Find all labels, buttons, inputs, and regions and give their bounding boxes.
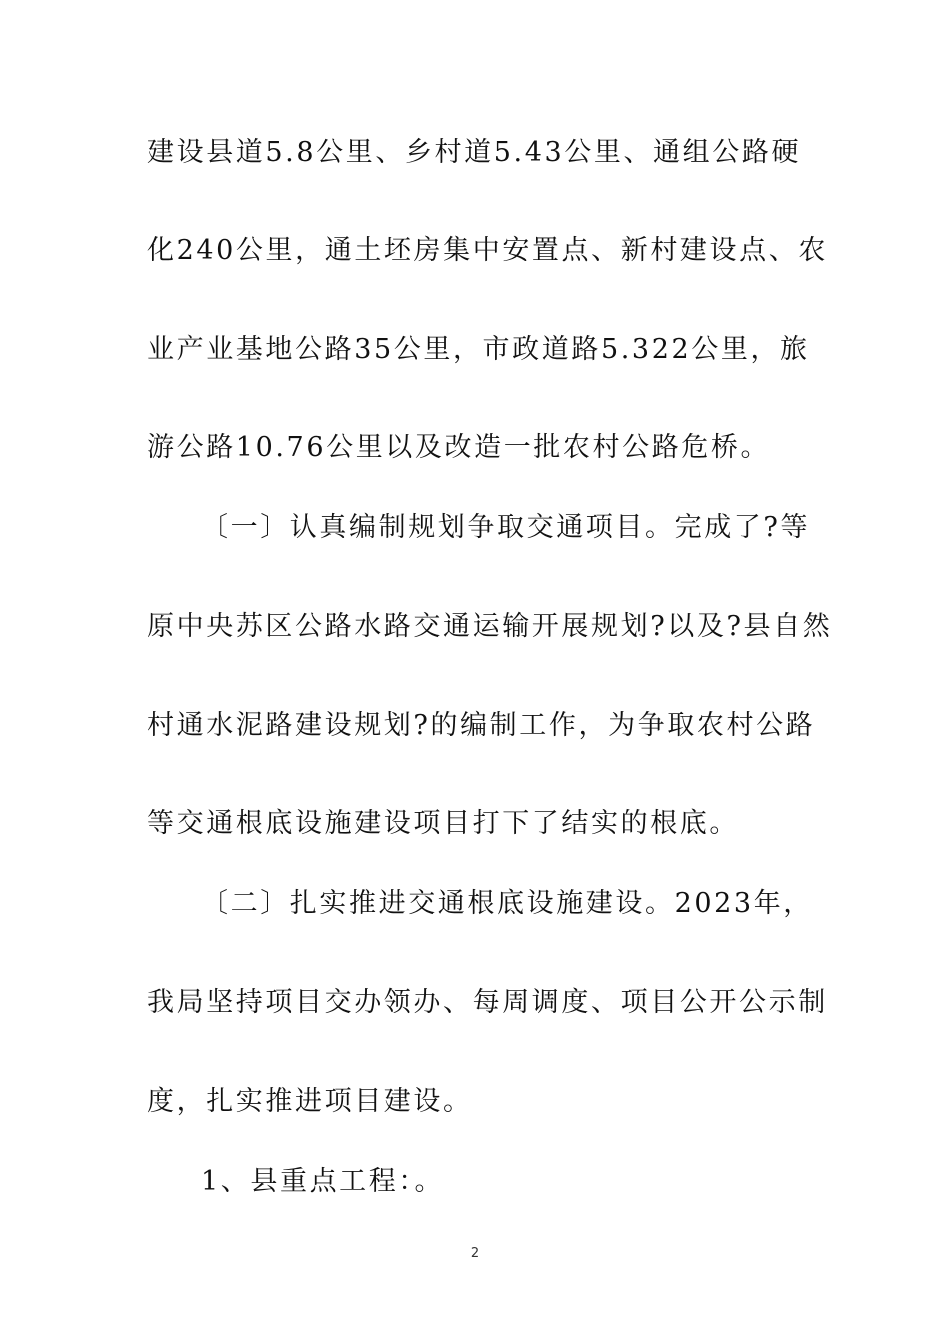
text-line-11: 度，扎实推进项目建设。 — [147, 1086, 473, 1117]
text-line-2: 化240公里，通土坯房集中安置点、新村建设点、农 — [147, 235, 828, 266]
text-line-7: 村通水泥路建设规划?的编制工作，为争取农村公路 — [147, 710, 816, 741]
text-line-3: 业产业基地公路35公里，市政道路5.322公里，旅 — [147, 334, 810, 365]
text-line-5: 〔一〕认真编制规划争取交通项目。完成了?等 — [201, 512, 811, 543]
text-line-8: 等交通根底设施建设项目打下了结实的根底。 — [147, 808, 739, 839]
page-number: 2 — [470, 1246, 480, 1261]
text-line-6: 原中央苏区公路水路交通运输开展规划?以及?县自然 — [147, 611, 833, 642]
text-line-4: 游公路10.76公里以及改造一批农村公路危桥。 — [147, 432, 771, 463]
text-line-12: 1、县重点工程：。 — [201, 1166, 445, 1197]
text-line-1: 建设县道5.8公里、乡村道5.43公里、通组公路硬 — [147, 137, 802, 168]
text-line-10: 我局坚持项目交办领办、每周调度、项目公开公示制 — [147, 987, 828, 1018]
text-line-9: 〔二〕扎实推进交通根底设施建设。2023年， — [201, 888, 813, 919]
